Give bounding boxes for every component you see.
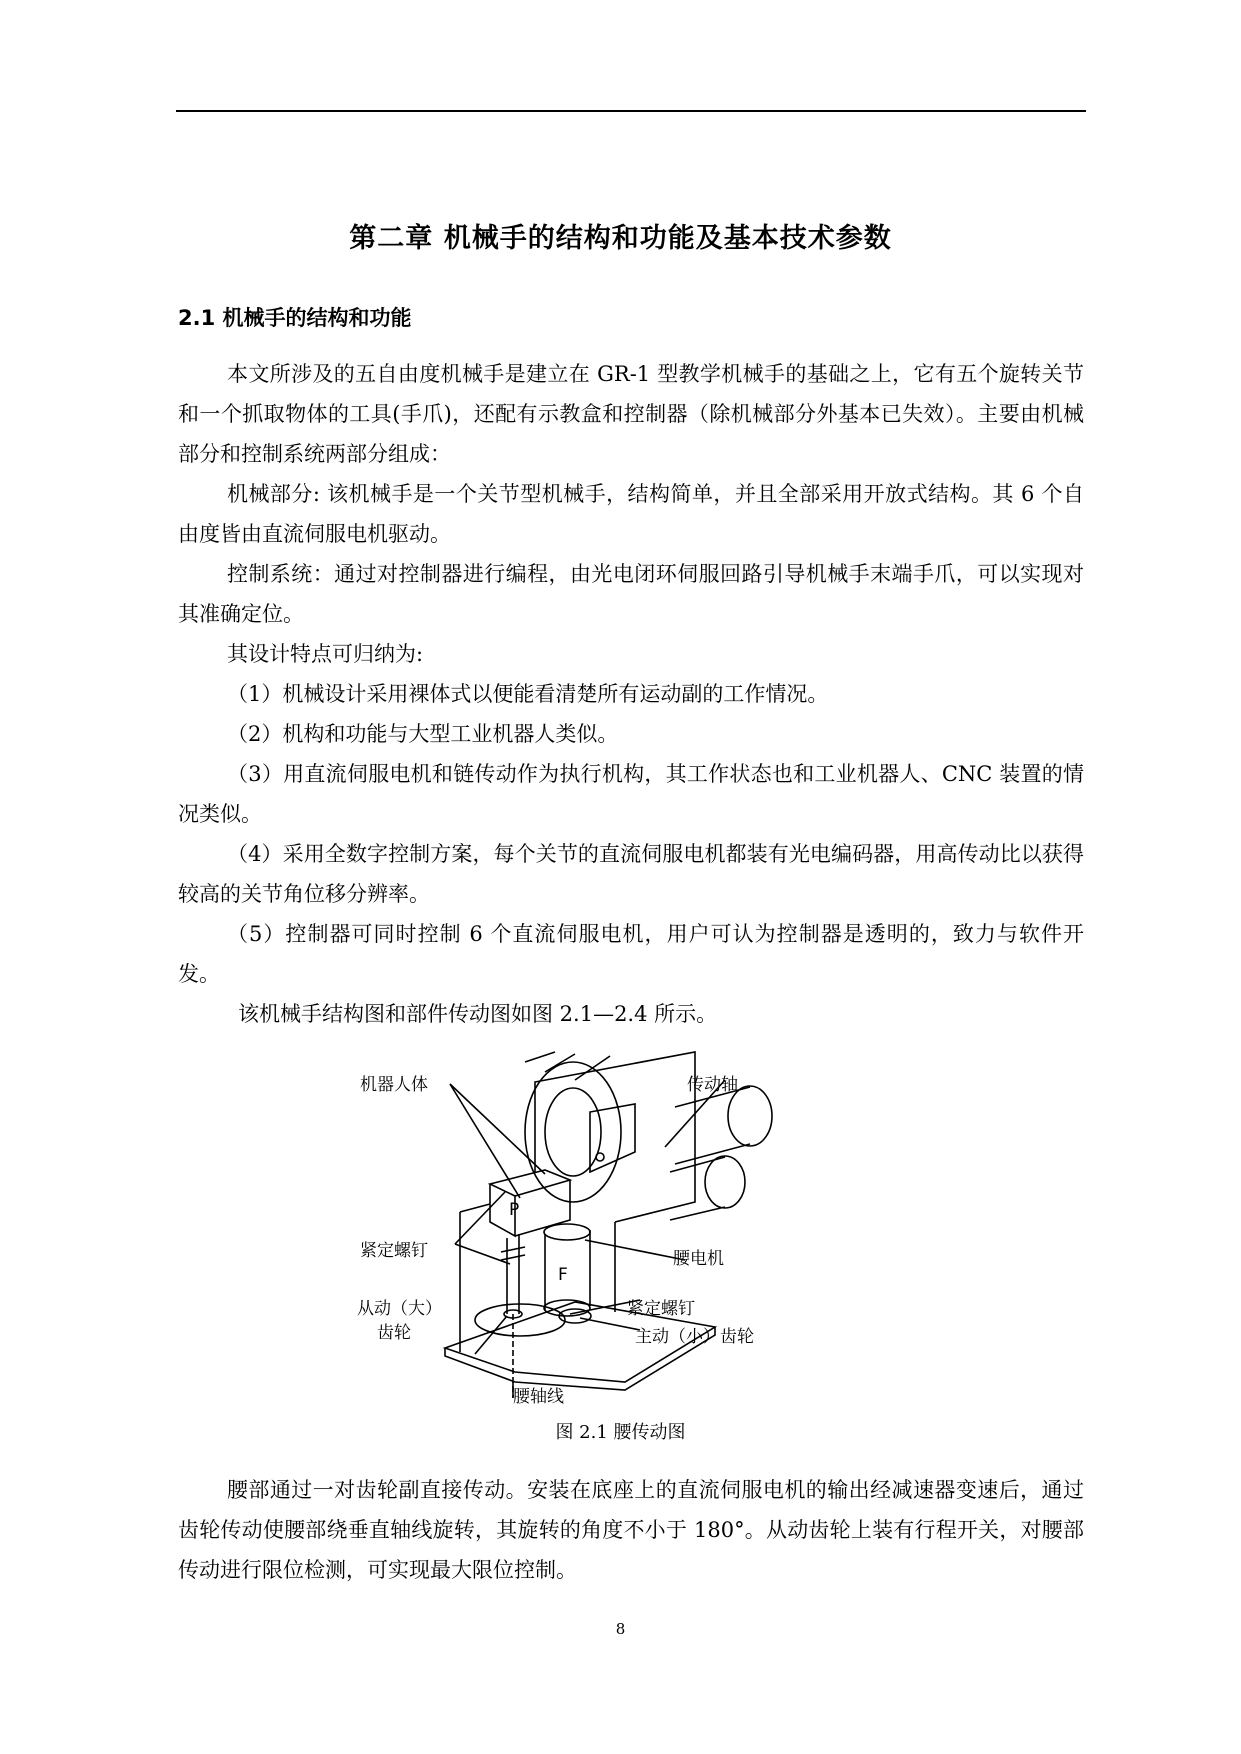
label-drive-shaft: 传动轴 [687,1075,738,1095]
shaft-line [525,1052,555,1062]
label-waist-axis: 腰轴线 [513,1387,564,1407]
header-rule [176,110,1086,112]
driven-gear [475,1304,565,1336]
arm-plate [535,1052,695,1222]
drive-shaft-end-2 [705,1156,745,1208]
letter-f: F [558,1265,568,1285]
waist-drive-figure [357,1052,865,1407]
label-driven-gear-line1: 从动（大） [357,1299,442,1319]
drive-shaft-cylinder-2 [670,1157,725,1220]
large-disc [525,1062,621,1202]
paragraph-mechanical: 机械部分: 该机械手是一个关节型机械手，结构简单，并且全部采用开放式结构。其 6 个自由度皆由直流伺服电机驱动。 [178,482,1084,546]
drive-shaft-end [728,1086,772,1146]
feature-item-2: （2）机构和功能与大型工业机器人类似。 [227,722,619,746]
paragraph-waist-drive: 腰部通过一对齿轮副直接传动。安装在底座上的直流伺服电机的输出经减速器变速后，通过齿轮传动使腰部绕垂直轴线旋转，其旋转的角度不小于 180°。从动齿轮上装有行程开关，对腰部传动进行限位检测，可实现最大限位控制。 [178,1478,1084,1582]
frame-post [460,1204,490,1212]
letter-p: P [509,1200,520,1220]
label-driven-gear-line2: 齿轮 [377,1323,411,1343]
paragraph-features-intro: 其设计特点可归纳为: [227,642,424,666]
feature-item-1: （1）机械设计采用裸体式以便能看清楚所有运动副的工作情况。 [227,682,829,706]
page-number: 8 [615,1620,626,1638]
coupling [501,1247,525,1260]
robot-body-box [490,1170,570,1196]
shaft-line [545,1054,575,1072]
paragraph-intro: 本文所涉及的五自由度机械手是建立在 GR-1 型教学机械手的基础之上，它有五个旋转关节和一个抓取物体的工具(手爪)，还配有示教盒和控制器（除机械部分外基本已失效）。主要由机械部分和控制系统两部分组成： [178,362,1085,466]
leader-driving-gear [580,1318,640,1330]
arm-plate-inner [590,1104,635,1172]
feature-item-4: （4）采用全数字控制方案，每个关节的直流伺服电机都装有光电编码器，用高传动比以获得较高的关节角位移分辨率。 [178,842,1084,906]
inner-disc [545,1088,601,1176]
leader-set-screw-left [455,1192,505,1244]
label-robot-body: 机器人体 [360,1075,428,1095]
label-set-screw-right: 紧定螺钉 [627,1299,695,1319]
vertical-shaft [507,1234,519,1314]
pivot-hole [596,1153,604,1161]
section-title: 2.1 机械手的结构和功能 [178,306,412,330]
label-driving-gear: 主动（小）齿轮 [635,1327,754,1347]
chapter-title: 第二章 机械手的结构和功能及基本技术参数 [349,223,892,254]
label-waist-motor: 腰电机 [673,1249,724,1269]
label-set-screw-left: 紧定螺钉 [360,1241,428,1261]
figure-caption: 图 2.1 腰传动图 [555,1422,686,1443]
motor-top [544,1224,590,1240]
drive-shaft-cylinder [675,1087,750,1164]
leader-set-screw-left-2 [455,1244,510,1264]
feature-item-5: （5）控制器可同时控制 6 个直流伺服电机，用户可认为控制器是透明的，致力与软件开发。 [178,922,1084,986]
leader-waist-motor [585,1240,685,1260]
paragraph-control: 控制系统：通过对控制器进行编程，由光电闭环伺服回路引导机械手末端手爪，可以实现对其准确定位。 [178,562,1084,626]
paragraph-figure-ref: 该机械手结构图和部件传动图如图 2.1—2.4 所示。 [238,1002,718,1026]
feature-item-3: （3）用直流伺服电机和链传动作为执行机构，其工作状态也和工业机器人、CNC 装置的情况类似。 [178,762,1084,826]
